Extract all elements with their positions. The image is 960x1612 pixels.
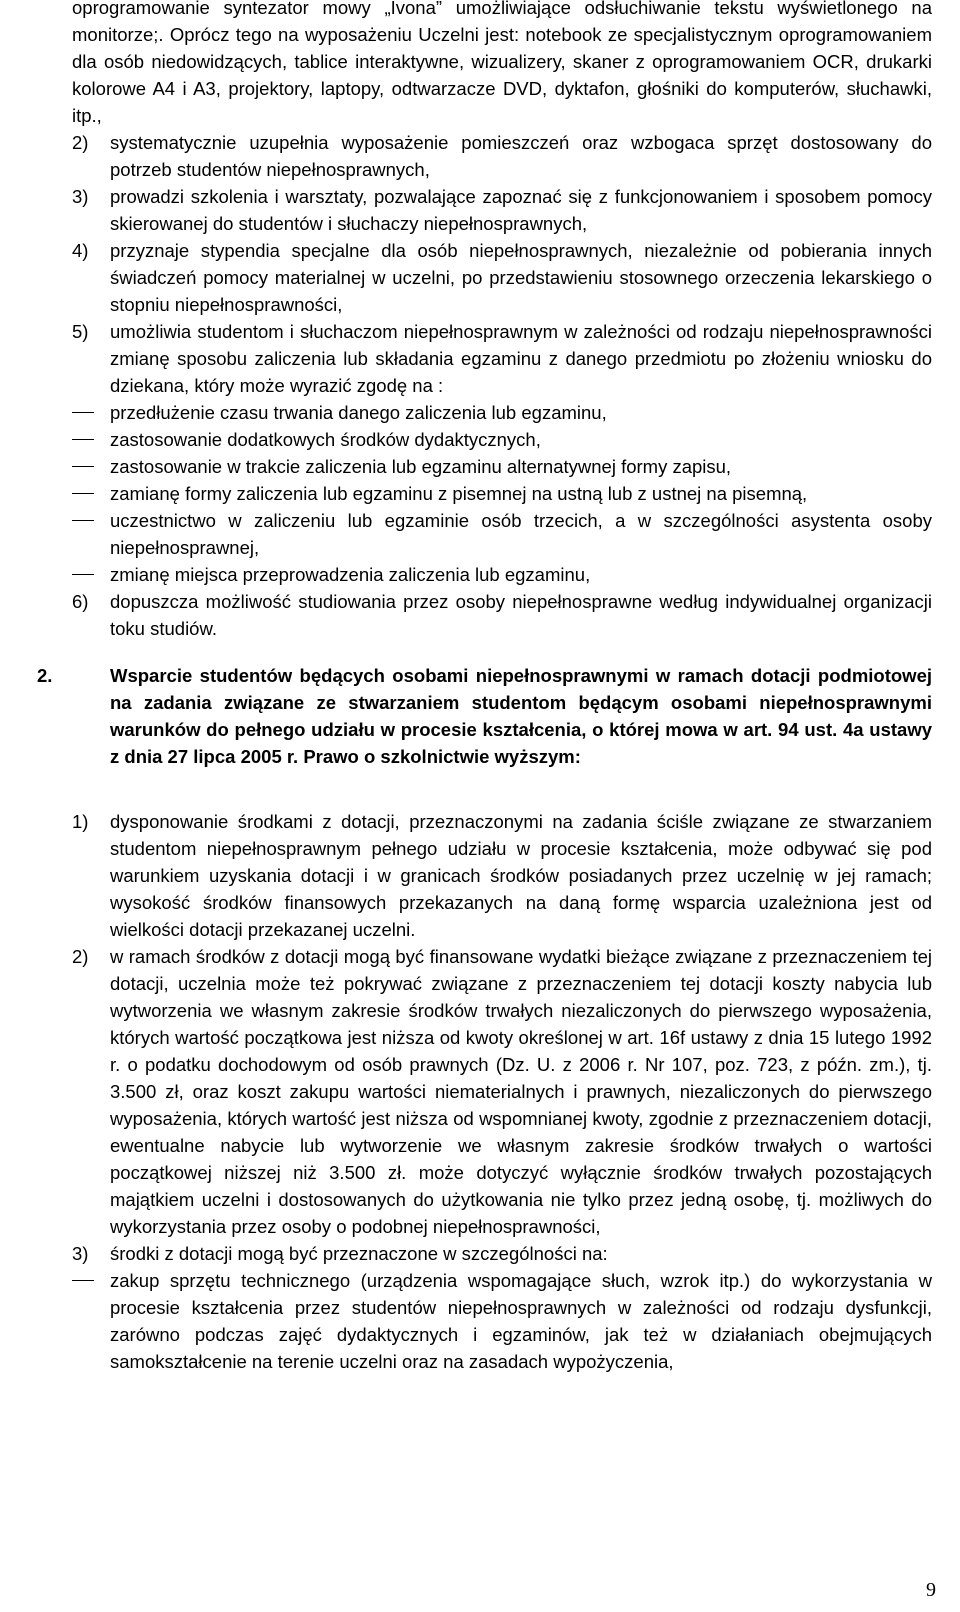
dash-item-text: zamianę formy zaliczenia lub egzaminu z pisemnej na ustną lub z ustnej na pisemną, xyxy=(110,483,808,504)
item-2-2 xyxy=(72,943,932,1240)
item-2 xyxy=(72,129,932,183)
item-4 xyxy=(72,237,932,318)
dash-item xyxy=(72,399,932,426)
dash-item xyxy=(72,480,932,507)
dash-bullet-icon xyxy=(72,493,94,494)
dash-item xyxy=(72,507,932,561)
item-number: 2) xyxy=(72,946,89,967)
dash-item-text: zakup sprzętu technicznego (urządzenia wspomagające słuch, wzrok itp.) do wykorzystania w procesie kształcenia przez studentów niepełnosprawnych w zależności od rodzaju dysfunkcji, zarówno podczas zajęć dydaktycznych i egzaminów, jak też w działaniach obejmujących samokształcenie na terenie uczelni oraz na zasadach wypożyczenia, xyxy=(110,1270,932,1372)
dash-item xyxy=(72,426,932,453)
item-text: prowadzi szkolenia i warsztaty, pozwalające zapoznać się z funkcjonowaniem i sposobem pomocy skierowanej do studentów i słuchaczy niepełnosprawnych, xyxy=(110,186,932,234)
section-heading xyxy=(37,662,932,770)
dash-item xyxy=(72,561,932,588)
spacer xyxy=(72,770,932,808)
spacer xyxy=(72,642,932,662)
item-2-3 xyxy=(72,1240,932,1267)
item-number: 2) xyxy=(72,132,89,153)
item-number: 3) xyxy=(72,186,89,207)
item-number: 6) xyxy=(72,591,89,612)
dash-bullet-icon xyxy=(72,520,94,521)
dash-item-text: zmianę miejsca przeprowadzenia zaliczenia lub egzaminu, xyxy=(110,564,591,585)
dash-bullet-icon xyxy=(72,412,94,413)
item-2-1 xyxy=(72,808,932,943)
dash-item xyxy=(72,453,932,480)
item-number: 4) xyxy=(72,240,89,261)
dash-bullet-icon xyxy=(72,439,94,440)
item-text: w ramach środków z dotacji mogą być finansowane wydatki bieżące związane z przeznaczeniem tej dotacji, uczelnia może też pokrywać związane z przeznaczeniem tej dotacji koszty nabycia lub wytworzenia we własnym zakresie środków trwałych niezaliczonych do pierwszego wyposażenia, których wartość początkowa jest niższa od kwoty określonej w art. 16f ustawy z dnia 15 lutego 1992 r. o podatku dochodowym od osób prawnych (Dz. U. z 2006 r. Nr 107, poz. 723, z późn. zm.), tj. 3.500 zł, oraz koszt zakupu wartości niematerialnych i prawnych, niezaliczonych do pierwszego wyposażenia, których wartość jest niższa od wspomnianej kwoty, zgodnie z przeznaczeniem dotacji, ewentualne nabycie lub wytworzenie we własnym zakresie środków trwałych o wartości początkowej niższej niż 3.500 zł. może dotyczyć wyłącznie środków trwałych pozostających majątkiem uczelni i dostosowanych do użytkowania nie tylko przez jedną osobę, tj. możliwych do wykorzystania przez osoby o podobnej niepełnosprawności, xyxy=(110,946,932,1237)
item-text: przyznaje stypendia specjalne dla osób niepełnosprawnych, niezależnie od pobierania innych świadczeń pomocy materialnej w uczelni, po przedstawieniu stosownego orzeczenia lekarskiego o stopniu niepełnosprawności, xyxy=(110,240,932,315)
dash-item-text: zastosowanie dodatkowych środków dydaktycznych, xyxy=(110,429,541,450)
dash-item-text: zastosowanie w trakcie zaliczenia lub egzaminu alternatywnej formy zapisu, xyxy=(110,456,732,477)
item-6 xyxy=(72,588,932,642)
dash-bullet-icon xyxy=(72,466,94,467)
item-number: 3) xyxy=(72,1243,89,1264)
dash-item xyxy=(72,1267,932,1375)
item-text: umożliwia studentom i słuchaczom niepełnosprawnym w zależności od rodzaju niepełnosprawności zmianę sposobu zaliczenia lub składania egzaminu z danego przedmiotu po złożeniu wniosku do dziekana, który może wyrazić zgodę na : xyxy=(110,321,932,396)
dash-bullet-icon xyxy=(72,574,94,575)
section-heading-text: Wsparcie studentów będących osobami niepełnosprawnymi w ramach dotacji podmiotowej na zadania związane ze stwarzaniem studentom będącym osobami niepełnosprawnymi warunków do pełnego udziału w procesie kształcenia, o której mowa w art. 94 ust. 4a ustawy z dnia 27 lipca 2005 r. Prawo o szkolnictwie wyższym: xyxy=(110,665,932,767)
dash-item-text: uczestnictwo w zaliczeniu lub egzaminie osób trzecich, a w szczególności asystenta osoby niepełnosprawnej, xyxy=(110,510,932,558)
page-number: 9 xyxy=(926,1579,936,1601)
section-number: 2. xyxy=(37,665,53,686)
item-number: 1) xyxy=(72,811,89,832)
document-body xyxy=(37,0,932,1375)
dash-list-1 xyxy=(72,399,932,588)
dash-item-text: przedłużenie czasu trwania danego zaliczenia lub egzaminu, xyxy=(110,402,607,423)
dash-list-2 xyxy=(72,1267,932,1375)
item-number: 5) xyxy=(72,321,89,342)
item-text: dopuszcza możliwość studiowania przez osoby niepełnosprawne według indywidualnej organizacji toku studiów. xyxy=(110,591,932,639)
item-3 xyxy=(72,183,932,237)
item-text: systematycznie uzupełnia wyposażenie pomieszczeń oraz wzbogaca sprzęt dostosowany do potrzeb studentów niepełnosprawnych, xyxy=(110,132,932,180)
dash-bullet-icon xyxy=(72,1280,94,1281)
item-5 xyxy=(72,318,932,399)
item-text: środki z dotacji mogą być przeznaczone w szczególności na: xyxy=(110,1243,608,1264)
item-text: dysponowanie środkami z dotacji, przeznaczonymi na zadania ściśle związane ze stwarzaniem studentom niepełnosprawnym pełnego udziału w procesie kształcenia, może odbywać się pod warunkiem uzyskania dotacji i w granicach środków posiadanych przez uczelnię w jej ramach; wysokość środków finansowych przekazanych na daną formę wsparcia uzależniona jest od wielkości dotacji przekazanej uczelni. xyxy=(110,811,932,940)
paragraph-continuation: oprogramowanie syntezator mowy „Ivona” umożliwiające odsłuchiwanie tekstu wyświetlonego na monitorze;. Oprócz tego na wyposażeniu Uczelni jest: notebook ze specjalistycznym oprogramowaniem dla osób niedowidzących, tablice interaktywne, wizualizery, skaner z oprogramowaniem OCR, drukarki kolorowe A4 i A3, projektory, laptopy, odtwarzacze DVD, dyktafon, głośniki do komputerów, słuchawki, itp., xyxy=(72,0,932,126)
